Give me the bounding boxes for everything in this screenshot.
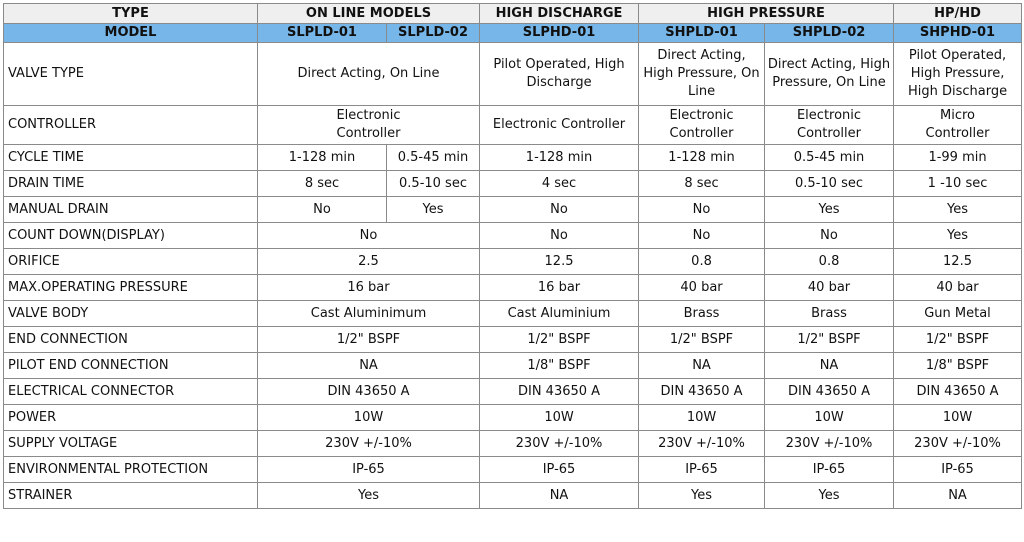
- cell-slpld-02: 0.5-45 min: [387, 145, 480, 171]
- row-label: COUNT DOWN(DISPLAY): [4, 223, 258, 249]
- cell-shphd-01: Yes: [894, 223, 1022, 249]
- cell-shpld-01: 10W: [639, 405, 765, 431]
- cell-online: 10W: [258, 405, 480, 431]
- cell-shpld-02: 10W: [765, 405, 894, 431]
- cell-shpld-01: [639, 106, 765, 145]
- table-row-end-connection: [4, 327, 1022, 353]
- row-label: STRAINER: [4, 483, 258, 509]
- cell-slphd-01: No: [480, 223, 639, 249]
- cell-online: Cast Aluminimum: [258, 301, 480, 327]
- cell-slpld-02: Yes: [387, 197, 480, 223]
- cell-shphd-01: 12.5: [894, 249, 1022, 275]
- table-row-valve-body: [4, 301, 1022, 327]
- table-row-electrical-connector: [4, 379, 1022, 405]
- cell-shpld-01: Brass: [639, 301, 765, 327]
- cell-shphd-01: 1/8" BSPF: [894, 353, 1022, 379]
- model-shphd-01: SHPHD-01: [894, 24, 1022, 43]
- cell-shpld-01: 0.8: [639, 249, 765, 275]
- cell-online: Direct Acting, On Line: [258, 43, 480, 106]
- type-header-row: [4, 4, 1022, 24]
- spec-table: [3, 3, 1022, 509]
- cell-shpld-02: No: [765, 223, 894, 249]
- cell-shphd-01: 40 bar: [894, 275, 1022, 301]
- cell-text: Electronic Controller: [796, 108, 862, 141]
- row-label: SUPPLY VOLTAGE: [4, 431, 258, 457]
- cell-shpld-01: IP-65: [639, 457, 765, 483]
- model-slpld-02: SLPLD-02: [387, 24, 480, 43]
- table-row-drain-time: [4, 171, 1022, 197]
- cell-shpld-01: 1/2" BSPF: [639, 327, 765, 353]
- table-row-valve-type: [4, 43, 1022, 106]
- cell-shpld-01: Yes: [639, 483, 765, 509]
- cell-slphd-01: 12.5: [480, 249, 639, 275]
- cell-shpld-01: 1-128 min: [639, 145, 765, 171]
- type-label: TYPE: [4, 4, 258, 24]
- cell-shphd-01: Gun Metal: [894, 301, 1022, 327]
- cell-slpld-01: 1-128 min: [258, 145, 387, 171]
- cell-shpld-01: 230V +/-10%: [639, 431, 765, 457]
- table-row-power: [4, 405, 1022, 431]
- table-row-count-down: [4, 223, 1022, 249]
- cell-online: NA: [258, 353, 480, 379]
- cell-slpld-02: 0.5-10 sec: [387, 171, 480, 197]
- row-label: DRAIN TIME: [4, 171, 258, 197]
- cell-shpld-01: Direct Acting, High Pressure, On Line: [639, 43, 765, 106]
- cell-shpld-02: Brass: [765, 301, 894, 327]
- row-label: VALVE BODY: [4, 301, 258, 327]
- cell-online: No: [258, 223, 480, 249]
- group-online-models: ON LINE MODELS: [258, 4, 480, 24]
- cell-shpld-02: IP-65: [765, 457, 894, 483]
- cell-shpld-02: Yes: [765, 197, 894, 223]
- cell-slpld-01: 8 sec: [258, 171, 387, 197]
- cell-slphd-01: Cast Aluminium: [480, 301, 639, 327]
- cell-shpld-01: NA: [639, 353, 765, 379]
- row-label: POWER: [4, 405, 258, 431]
- cell-shphd-01: IP-65: [894, 457, 1022, 483]
- cell-slphd-01: No: [480, 197, 639, 223]
- table-row-manual-drain: [4, 197, 1022, 223]
- table-row-strainer: [4, 483, 1022, 509]
- cell-online: DIN 43650 A: [258, 379, 480, 405]
- cell-shpld-02: Direct Acting, High Pressure, On Line: [765, 43, 894, 106]
- cell-shphd-01: NA: [894, 483, 1022, 509]
- model-slphd-01: SLPHD-01: [480, 24, 639, 43]
- cell-online: 1/2" BSPF: [258, 327, 480, 353]
- model-slpld-01: SLPLD-01: [258, 24, 387, 43]
- cell-shpld-02: 0.5-10 sec: [765, 171, 894, 197]
- cell-slphd-01: IP-65: [480, 457, 639, 483]
- cell-text: Electronic Controller: [336, 108, 401, 141]
- cell-shpld-01: No: [639, 197, 765, 223]
- cell-slphd-01: 230V +/-10%: [480, 431, 639, 457]
- cell-shpld-02: Yes: [765, 483, 894, 509]
- cell-text: Micro Controller: [925, 108, 990, 141]
- row-label: MANUAL DRAIN: [4, 197, 258, 223]
- cell-text: Electronic Controller: [669, 108, 734, 141]
- row-label: PILOT END CONNECTION: [4, 353, 258, 379]
- cell-online: [258, 106, 480, 145]
- table-row-controller: [4, 106, 1022, 145]
- table-row-pilot-end-connection: [4, 353, 1022, 379]
- cell-shpld-01: 8 sec: [639, 171, 765, 197]
- cell-shphd-01: 1/2" BSPF: [894, 327, 1022, 353]
- cell-shphd-01: 10W: [894, 405, 1022, 431]
- cell-shpld-01: No: [639, 223, 765, 249]
- cell-online: IP-65: [258, 457, 480, 483]
- cell-shpld-02: NA: [765, 353, 894, 379]
- cell-shpld-02: 40 bar: [765, 275, 894, 301]
- row-label: END CONNECTION: [4, 327, 258, 353]
- cell-online: Yes: [258, 483, 480, 509]
- cell-slphd-01: 4 sec: [480, 171, 639, 197]
- cell-shphd-01: Pilot Operated, High Pressure, High Discharge: [894, 43, 1022, 106]
- table-row-max-pressure: [4, 275, 1022, 301]
- cell-shpld-01: DIN 43650 A: [639, 379, 765, 405]
- cell-slphd-01: Pilot Operated, High Discharge: [480, 43, 639, 106]
- cell-slphd-01: 1/8" BSPF: [480, 353, 639, 379]
- row-label: CYCLE TIME: [4, 145, 258, 171]
- cell-online: 230V +/-10%: [258, 431, 480, 457]
- model-header-row: [4, 24, 1022, 43]
- cell-slphd-01: 1/2" BSPF: [480, 327, 639, 353]
- cell-shphd-01: 1-99 min: [894, 145, 1022, 171]
- cell-shpld-01: 40 bar: [639, 275, 765, 301]
- cell-shpld-02: DIN 43650 A: [765, 379, 894, 405]
- group-hp-hd: HP/HD: [894, 4, 1022, 24]
- row-label: ENVIRONMENTAL PROTECTION: [4, 457, 258, 483]
- row-label: VALVE TYPE: [4, 43, 258, 106]
- cell-slphd-01: NA: [480, 483, 639, 509]
- row-label: MAX.OPERATING PRESSURE: [4, 275, 258, 301]
- cell-shphd-01: DIN 43650 A: [894, 379, 1022, 405]
- row-label: ORIFICE: [4, 249, 258, 275]
- model-shpld-02: SHPLD-02: [765, 24, 894, 43]
- row-label: CONTROLLER: [4, 106, 258, 145]
- table-row-supply-voltage: [4, 431, 1022, 457]
- table-row-cycle-time: [4, 145, 1022, 171]
- model-label: MODEL: [4, 24, 258, 43]
- table-row-orifice: [4, 249, 1022, 275]
- cell-shpld-02: 230V +/-10%: [765, 431, 894, 457]
- cell-shpld-02: 1/2" BSPF: [765, 327, 894, 353]
- table-row-environmental-protection: [4, 457, 1022, 483]
- row-label: ELECTRICAL CONNECTOR: [4, 379, 258, 405]
- model-shpld-01: SHPLD-01: [639, 24, 765, 43]
- cell-online: 2.5: [258, 249, 480, 275]
- cell-slphd-01: Electronic Controller: [480, 106, 639, 145]
- cell-shphd-01: 230V +/-10%: [894, 431, 1022, 457]
- cell-shpld-02: 0.5-45 min: [765, 145, 894, 171]
- group-high-pressure: HIGH PRESSURE: [639, 4, 894, 24]
- cell-slpld-01: No: [258, 197, 387, 223]
- cell-shphd-01: 1 -10 sec: [894, 171, 1022, 197]
- group-high-discharge: HIGH DISCHARGE: [480, 4, 639, 24]
- cell-shphd-01: [894, 106, 1022, 145]
- cell-slphd-01: 16 bar: [480, 275, 639, 301]
- cell-online: 16 bar: [258, 275, 480, 301]
- cell-shpld-02: 0.8: [765, 249, 894, 275]
- cell-slphd-01: 1-128 min: [480, 145, 639, 171]
- cell-shpld-02: [765, 106, 894, 145]
- cell-slphd-01: 10W: [480, 405, 639, 431]
- cell-slphd-01: DIN 43650 A: [480, 379, 639, 405]
- cell-shphd-01: Yes: [894, 197, 1022, 223]
